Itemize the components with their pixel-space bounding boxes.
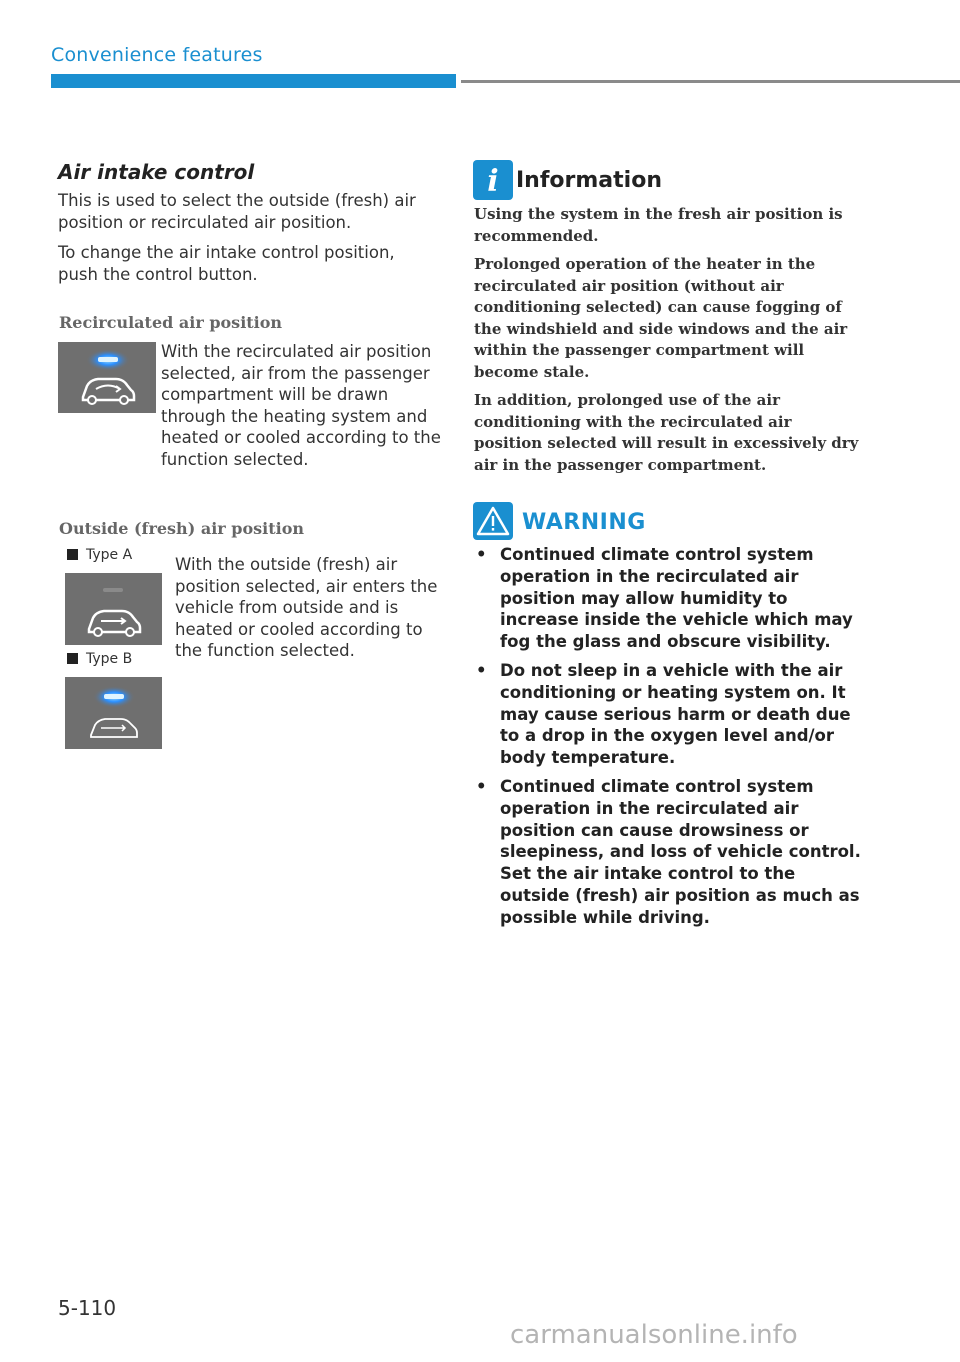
information-paragraph-2: Prolonged operation of the heater in the recirculated air position (without air conditioning selected) can cause fogging of the windshield and side windows and the air within the passenger compartment will become stale. [474,255,848,381]
warning-item: • Continued climate control system operation in the recirculated air position may allow humidity to increase inside the vehicle which may fog the glass and obscure visibility. [476,545,853,652]
left-column [58,160,443,294]
outside-air-car-icon [65,677,162,749]
warning-item: • Do not sleep in a vehicle with the air conditioning or heating system on. It may cause serious harm or death due to a drop in the oxygen level and/or body temperature. [476,660,851,768]
outside-air-car-icon [65,573,162,645]
outside-heading: Outside (fresh) air position [59,519,304,538]
recirc-air-button-image [58,342,156,413]
type-b-button-image [65,677,162,749]
bullet-square-icon [67,653,78,664]
info-icon [473,160,513,200]
information-paragraph-1: Using the system in the fresh air position is recommended. [474,205,843,245]
information-title: Information [516,168,662,193]
information-body [474,204,864,483]
svg-text:i: i [487,164,499,199]
section-title: Air intake control [58,160,255,184]
header-rule [461,80,960,83]
type-a-button-image [65,573,162,645]
type-b-label: Type B [67,651,132,667]
intro-paragraph-1: This is used to select the outside (fresh) air position or recirculated air position. [58,191,416,232]
header-accent-bar [51,74,456,88]
outside-description: With the outside (fresh) air position selected, air enters the vehicle from outside and is heated or cooled according to the function selected. [175,555,438,660]
warning-icon [473,502,513,540]
recirc-heading: Recirculated air position [59,313,283,332]
recirc-description: With the recirculated air position selected, air from the passenger compartment will be drawn through the heating system and heated or cooled according to the function selected. [161,342,441,469]
intro-paragraph-2: To change the air intake control position, push the control button. [58,243,395,284]
warning-list [476,544,866,936]
warning-item: • Continued climate control system operation in the recirculated air position can cause drowsiness or sleepiness, and loss of vehicle control. Set the air intake control to the outside (fresh) air position as much as possible while driving. [476,776,861,927]
warning-title: WARNING [522,510,646,535]
page-number: 5-110 [58,1296,117,1320]
bullet-square-icon [67,549,78,560]
information-paragraph-3: In addition, prolonged use of the air conditioning with the recirculated air position selected will result in excessively dry air in the passenger compartment. [474,391,859,474]
recirc-car-icon [58,342,156,413]
watermark: carmanualsonline.info [510,1320,798,1350]
header-title: Convenience features [51,44,263,66]
type-a-label: Type A [67,547,132,563]
